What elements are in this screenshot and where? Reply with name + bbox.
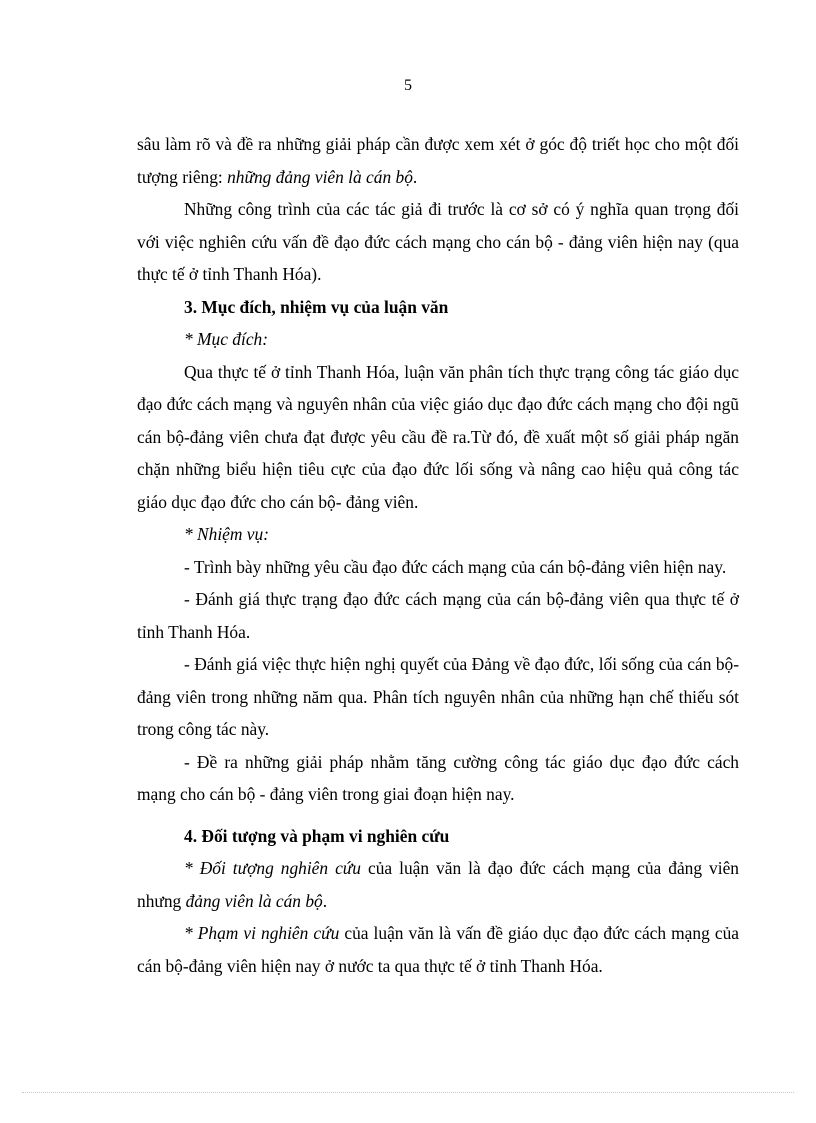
paragraph-text: sâu làm rõ và đề ra những giải pháp cần được xem xét ở góc độ triết học cho một đối tượng riêng: <box>137 134 739 187</box>
paragraph-purpose: Qua thực tế ở tỉnh Thanh Hóa, luận văn phân tích thực trạng công tác giáo dục đạo đức cách mạng và nguyên nhân của việc giáo dục đạo đức cách mạng cho đội ngũ cán bộ-đảng viên chưa đạt được yêu cầu đề ra.Từ đó, đề xuất một số giải pháp ngăn chặn những biểu hiện tiêu cực của đạo đức lối sống và nâng cao hiệu quả công tác giáo dục đạo đức cho cán bộ- đảng viên. <box>137 361 739 512</box>
page-number: 5 <box>404 77 412 94</box>
section-heading-3: 3. Mục đích, nhiệm vụ của luận văn <box>184 296 449 317</box>
document-body <box>137 128 739 982</box>
task-item-2: - Đánh giá thực trạng đạo đức cách mạng của cán bộ-đảng viên qua thực tế ở tỉnh Thanh Hóa. <box>137 589 739 642</box>
paragraph-research-scope <box>137 917 739 982</box>
emphasis-label: * Phạm vi nghiên cứu <box>184 923 340 943</box>
subheading-nhiem-vu: * Nhiệm vụ: <box>184 524 270 544</box>
section-heading-4: 4. Đối tượng và phạm vi nghiên cứu <box>184 825 450 846</box>
emphasis-text: những đảng viên là cán bộ <box>227 166 413 187</box>
emphasis-label: * Đối tượng nghiên cứu <box>184 858 361 878</box>
subheading-muc-dich: * Mục đích: <box>184 329 269 349</box>
page-bottom-divider <box>22 1092 794 1093</box>
task-item-1: - Trình bày những yêu cầu đạo đức cách mạng của cán bộ-đảng viên hiện nay. <box>184 556 727 577</box>
paragraph-end: . <box>412 166 418 187</box>
paragraph-research-object <box>137 852 739 917</box>
emphasis-text: đảng viên là cán bộ <box>185 890 323 911</box>
paragraph-previous-works: Những công trình của các tác giả đi trước là cơ sở có ý nghĩa quan trọng đối với việc nghiên cứu vấn đề đạo đức cách mạng cho cán bộ - đảng viên hiện nay (qua thực tế ở tỉnh Thanh Hóa). <box>137 199 739 284</box>
paragraph-text: của luận văn là đạo đức cách mạng của đảng viên nhưng <box>137 858 739 911</box>
task-item-3: - Đánh giá việc thực hiện nghị quyết của Đảng về đạo đức, lối sống của cán bộ-đảng viên trong những năm qua. Phân tích nguyên nhân của những hạn chế thiếu sót trong công tác này. <box>137 654 739 739</box>
paragraph-end: . <box>322 890 328 911</box>
paragraph-intro-continuation <box>137 128 739 193</box>
paragraph-text: của luận văn là vấn đề giáo dục đạo đức cách mạng của cán bộ-đảng viên hiện nay ở nước ta qua thực tế ở tỉnh Thanh Hóa. <box>137 923 739 976</box>
task-item-4: - Đề ra những giải pháp nhằm tăng cường công tác giáo dục đạo đức cách mạng cho cán bộ - đảng viên trong giai đoạn hiện nay. <box>137 751 739 804</box>
